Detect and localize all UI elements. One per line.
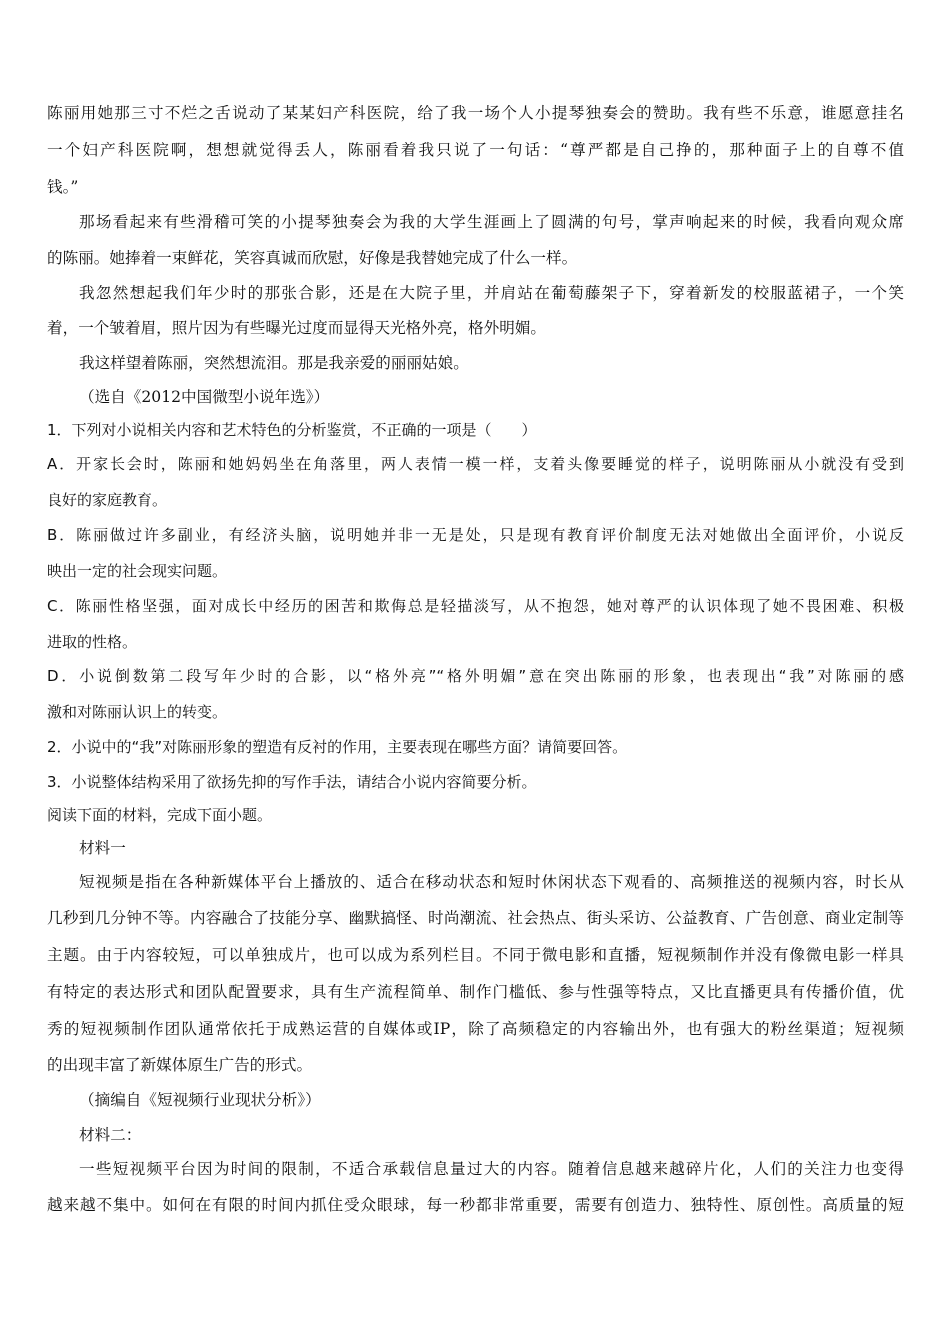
- option-b-line: 映出一定的社会现实问题。: [47, 562, 228, 580]
- story-source: （选自《2012中国微型小说年选》）: [79, 388, 330, 406]
- story-p4: 我这样望着陈丽，突然想流泪。那是我亲爱的丽丽姑娘。: [79, 354, 469, 372]
- option-a-line: 良好的家庭教育。: [47, 491, 168, 509]
- option-d-line: D．小说倒数第二段写年少时的合影，以“格外亮”“格外明媚”意在突出陈丽的形象，也表现出“我”对陈丽的感: [47, 667, 904, 685]
- material-1-line: 秀的短视频制作团队通常依托于成熟运营的自媒体或IP，除了高频稳定的内容输出外，也有强大的粉丝渠道；短视频: [47, 1020, 904, 1038]
- story-p3-line: 我忽然想起我们年少时的那张合影，还是在大院子里，并肩站在葡萄藤架子下，穿着新发的校服蓝裙子，一个笑: [79, 284, 904, 302]
- story-p1-line: 钱。”: [47, 178, 79, 196]
- story-p2-line: 那场看起来有些滑稽可笑的小提琴独奏会为我的大学生涯画上了圆满的句号，掌声响起来的时候，我看向观众席: [79, 213, 904, 231]
- option-c-line: 进取的性格。: [47, 633, 138, 651]
- story-p2-line: 的陈丽。她捧着一束鲜花，笑容真诚而欣慰，好像是我替她完成了什么一样。: [47, 249, 578, 267]
- material-1-title: 材料一: [79, 839, 126, 857]
- material-1-line: 几秒到几分钟不等。内容融合了技能分享、幽默搞怪、时尚潮流、社会热点、街头采访、公益教育、广告创意、商业定制等: [47, 909, 904, 927]
- option-b-line: B．陈丽做过许多副业，有经济头脑，说明她并非一无是处，只是现有教育评价制度无法对她做出全面评价，小说反: [47, 526, 904, 544]
- material-2-line: 一些短视频平台因为时间的限制，不适合承载信息量过大的内容。随着信息越来越碎片化，人们的关注力也变得: [79, 1160, 904, 1178]
- question-3: 3．小说整体结构采用了欲扬先抑的写作手法，请结合小说内容简要分析。: [47, 773, 537, 791]
- question-1: 1．下列对小说相关内容和艺术特色的分析鉴赏，不正确的一项是（ ）: [47, 421, 537, 439]
- material-1-line: 短视频是指在各种新媒体平台上播放的、适合在移动状态和短时休闲状态下观看的、高频推送的视频内容，时长从: [79, 873, 904, 891]
- option-d-line: 激和对陈丽认识上的转变。: [47, 703, 228, 721]
- question-2: 2．小说中的“我”对陈丽形象的塑造有反衬的作用，主要表现在哪些方面？请简要回答。: [47, 738, 628, 756]
- story-p1-line: 一个妇产科医院啊，想想就觉得丢人，陈丽看着我只说了一句话：“尊严都是自己挣的，那种面子上的自尊不值: [47, 141, 904, 159]
- story-p3-line: 着，一个皱着眉，照片因为有些曝光过度而显得天光格外亮，格外明媚。: [47, 319, 547, 337]
- material-2-title: 材料二：: [79, 1126, 142, 1144]
- material-2-line: 越来越不集中。如何在有限的时间内抓住受众眼球，每一秒都非常重要，需要有创造力、独特性、原创性。高质量的短: [47, 1196, 904, 1214]
- material-1-line: 主题。由于内容较短，可以单独成片，也可以成为系列栏目。不同于微电影和直播，短视频制作并没有像微电影一样具: [47, 946, 904, 964]
- material-1-line: 有特定的表达形式和团队配置要求，具有生产流程简单、制作门槛低、参与性强等特点，又比直播更具有传播价值，优: [47, 983, 904, 1001]
- option-a-line: A．开家长会时，陈丽和她妈妈坐在角落里，两人表情一模一样，支着头像要睡觉的样子，说明陈丽从小就没有受到: [47, 455, 904, 473]
- material-1-source: （摘编自《短视频行业现状分析》）: [79, 1091, 321, 1109]
- story-p1-line: 陈丽用她那三寸不烂之舌说动了某某妇产科医院，给了我一场个人小提琴独奏会的赞助。我有些不乐意，谁愿意挂名: [47, 104, 904, 122]
- reading-intro: 阅读下面的材料，完成下面小题。: [47, 806, 273, 824]
- option-c-line: C．陈丽性格坚强，面对成长中经历的困苦和欺侮总是轻描淡写，从不抱怨，她对尊严的认识体现了她不畏困难、积极: [47, 597, 904, 615]
- material-1-line: 的出现丰富了新媒体原生广告的形式。: [47, 1056, 313, 1074]
